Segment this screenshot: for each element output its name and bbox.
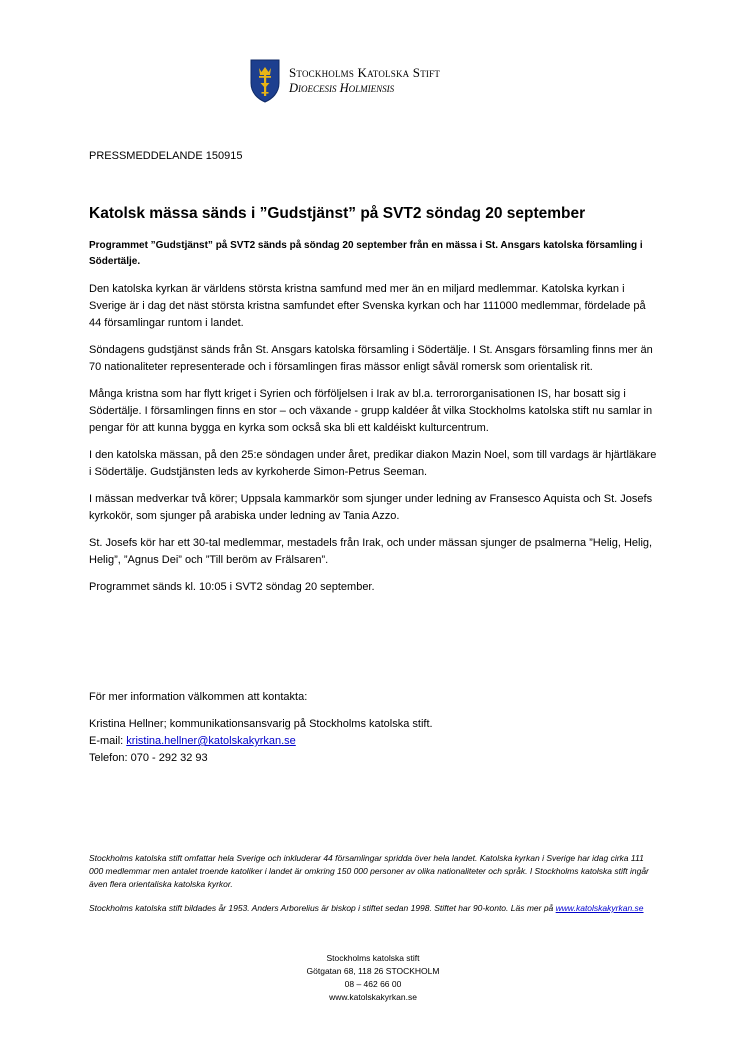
press-release-id: PRESSMEDDELANDE 150915 <box>89 150 243 162</box>
article-body <box>89 281 659 606</box>
org-latin-name: Dioecesis Holmiensis <box>289 81 395 96</box>
contact-details <box>89 716 659 767</box>
contact-phone: Telefon: 070 - 292 32 93 <box>89 752 208 764</box>
contact-email-line <box>89 733 659 750</box>
contact-section <box>89 689 659 767</box>
letterhead <box>250 58 440 104</box>
org-name: Stockholms Katolska Stift <box>289 65 441 81</box>
address-name: Stockholms katolska stift <box>326 953 420 963</box>
body-paragraph: I den katolska mässan, på den 25:e söndagen under året, predikar diakon Mazin Noel, som till vardags är hjärtläkare i Södertälje. Gudstjänsten leds av kyrkoherde Simon-Petrus Seeman. <box>89 449 657 478</box>
address-footer <box>0 952 746 1004</box>
footnote-section <box>89 852 659 926</box>
body-paragraph: I mässan medverkar två körer; Uppsala kammarkör som sjunger under ledning av Fransesco Aquista och St. Josefs kyrkokör, som sjunger på arabiska under ledning av Tania Azzo. <box>89 493 653 522</box>
lead-paragraph: Programmet ”Gudstjänst” på SVT2 sänds på söndag 20 september från en mässa i St. Ansgars katolska församling i Södertälje. <box>89 240 643 267</box>
address-web: www.katolskakyrkan.se <box>329 992 417 1002</box>
body-paragraph: Den katolska kyrkan är världens största kristna samfund med mer än en miljard medlemmar. Katolska kyrkan i Sverige är i dag det näst största kristna samfundet efter Svenska kyrkan och har 111000 medlemmar, fördelade på 44 församlingar runtom i landet. <box>89 283 646 329</box>
body-paragraph: Söndagens gudstjänst sänds från St. Ansgars katolska församling i Södertälje. I St. Ansgars församling finns mer än 70 nationaliteter representerade och i församlingen firas mässor enligt såväl romersk som orientalisk rit. <box>89 344 653 373</box>
body-paragraph: Många kristna som har flytt kriget i Syrien och förföljelsen i Irak av bl.a. terrororganisationen IS, har bosatt sig i Södertälje. I församlingen finns en stor – och växande - grupp kaldéer åt vilka Stockholms katolska stift nu samlar in pengar för att kunna bygga en kyrka som också ska bli ett kaldéiskt kulturcentrum. <box>89 388 653 434</box>
history-text: Stockholms katolska stift bildades år 1953. Anders Arborelius är biskop i stiftet sedan 1998. Stiftet har 90-konto. Läs mer på <box>89 903 556 913</box>
email-label: E-mail: <box>89 735 127 747</box>
about-footnote: Stockholms katolska stift omfattar hela Sverige och inkluderar 44 församlingar spridda över hela landet. Katolska kyrkan i Sverige har idag cirka 111 000 medlemmar men antalet troende katoliker i landet är omkring 150 000 personer av olika nationaliteter och språk. I Stockholms katolska stift ingår även flera orientaliska katolska kyrkor. <box>89 853 649 889</box>
headline: Katolsk mässa sänds i ”Gudstjänst” på SVT2 söndag 20 september <box>89 205 586 222</box>
body-paragraph: Programmet sänds kl. 10:05 i SVT2 söndag 20 september. <box>89 581 375 593</box>
contact-person: Kristina Hellner; kommunikationsansvarig på Stockholms katolska stift. <box>89 718 433 730</box>
body-paragraph: St. Josefs kör har ett 30-tal medlemmar, mestadels från Irak, och under mässan sjunger de psalmerna ”Helig, Helig, Helig”, ”Agnus Dei” och ”Till beröm av Frälsaren”. <box>89 537 653 566</box>
address-phone: 08 – 462 66 00 <box>344 979 402 989</box>
org-title-block <box>289 66 440 95</box>
email-link[interactable]: kristina.hellner@katolskakyrkan.se <box>126 735 296 747</box>
website-link[interactable]: www.katolskakyrkan.se <box>555 903 644 913</box>
contact-intro: För mer information välkommen att kontakta: <box>89 691 308 703</box>
address-street: Götgatan 68, 118 26 STOCKHOLM <box>306 966 440 976</box>
diocese-shield-icon <box>250 59 280 103</box>
history-footnote <box>89 902 659 915</box>
